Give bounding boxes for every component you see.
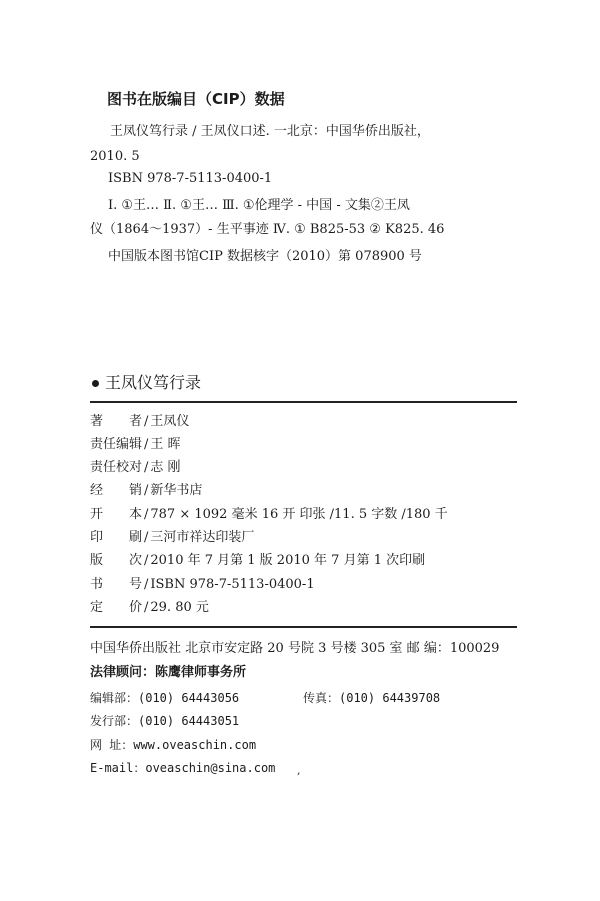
- cip-classification-1: Ⅰ. ①王… Ⅱ. ①王… Ⅲ. ①伦理学 - 中国 - 文集②王凤: [108, 198, 410, 213]
- detail-row-format: 开 本 / 787 × 1092 毫米 16 开 印张 /11. 5 字数 /180 千: [90, 507, 448, 522]
- detail-value: 王凤仪: [150, 414, 190, 429]
- editorial-phone: 编辑部：(010) 64443056: [90, 691, 240, 705]
- issue-phone: 发行部：(010) 64443051: [90, 714, 240, 728]
- detail-value: 王 晖: [150, 437, 181, 452]
- detail-row-distributor: 经 销 / 新华书店: [90, 483, 203, 498]
- publisher-address: 中国华侨出版社 北京市安定路 20 号院 3 号楼 305 室 邮 编：100029: [90, 641, 500, 656]
- detail-key: 印 刷: [90, 530, 142, 545]
- cip-classification-2: 仪（1864～1937）- 生平事迹 Ⅳ. ① B825-53 ② K825. 46: [90, 222, 445, 237]
- detail-value: ISBN 978-7-5113-0400-1: [150, 577, 315, 592]
- detail-key: 责任编辑: [90, 437, 143, 452]
- detail-key: 开 本: [90, 507, 142, 522]
- details-rule: [90, 626, 517, 628]
- fax-number: 传真：(010) 64439708: [303, 691, 441, 705]
- cip-isbn: ISBN 978-7-5113-0400-1: [108, 171, 273, 186]
- book-title: [92, 375, 201, 391]
- detail-key: 定 价: [90, 600, 142, 615]
- scan-mark: ,: [297, 764, 301, 777]
- detail-row-isbn: 书 号 / ISBN 978-7-5113-0400-1: [90, 577, 315, 592]
- detail-key: 版 次: [90, 553, 142, 568]
- detail-row-edition: 版 次 / 2010 年 7 月第 1 版 2010 年 7 月第 1 次印刷: [90, 553, 426, 568]
- book-title-text: 王凤仪笃行录: [105, 373, 202, 392]
- cip-record-number: 中国版本图书馆CIP 数据核字（2010）第 078900 号: [108, 249, 422, 264]
- detail-key: 著 者: [90, 414, 142, 429]
- detail-row-author: 著 者 / 王凤仪: [90, 414, 190, 429]
- detail-value: 2010 年 7 月第 1 版 2010 年 7 月第 1 次印刷: [150, 553, 426, 568]
- detail-value: 29. 80 元: [150, 600, 209, 615]
- detail-key: 经 销: [90, 483, 142, 498]
- bullet-icon: [92, 380, 99, 387]
- detail-key: 书 号: [90, 577, 142, 592]
- detail-row-proofreader: 责任校对 / 志 刚: [90, 460, 181, 475]
- legal-counsel: 法律顾问：陈鹰律师事务所: [90, 665, 247, 680]
- detail-row-editor: 责任编辑 / 王 晖: [90, 437, 181, 452]
- cip-line-1: 王凤仪笃行录 / 王凤仪口述. 一北京：中国华侨出版社，: [110, 124, 430, 139]
- detail-row-printer: 印 刷 / 三河市祥达印装厂: [90, 530, 255, 545]
- detail-value: 新华书店: [150, 483, 203, 498]
- website: 网 址：www.oveaschin.com: [90, 738, 257, 752]
- detail-key: 责任校对: [90, 460, 143, 475]
- cip-title: 图书在版编目（CIP）数据: [107, 90, 285, 108]
- detail-value: 787 × 1092 毫米 16 开 印张 /11. 5 字数 /180 千: [150, 507, 448, 522]
- email: E-mail：oveaschin@sina.com: [90, 761, 276, 775]
- title-rule: [90, 401, 517, 403]
- detail-value: 三河市祥达印装厂: [150, 530, 255, 545]
- detail-row-price: 定 价 / 29. 80 元: [90, 600, 209, 615]
- detail-value: 志 刚: [150, 460, 181, 475]
- cip-line-2: 2010. 5: [90, 149, 140, 164]
